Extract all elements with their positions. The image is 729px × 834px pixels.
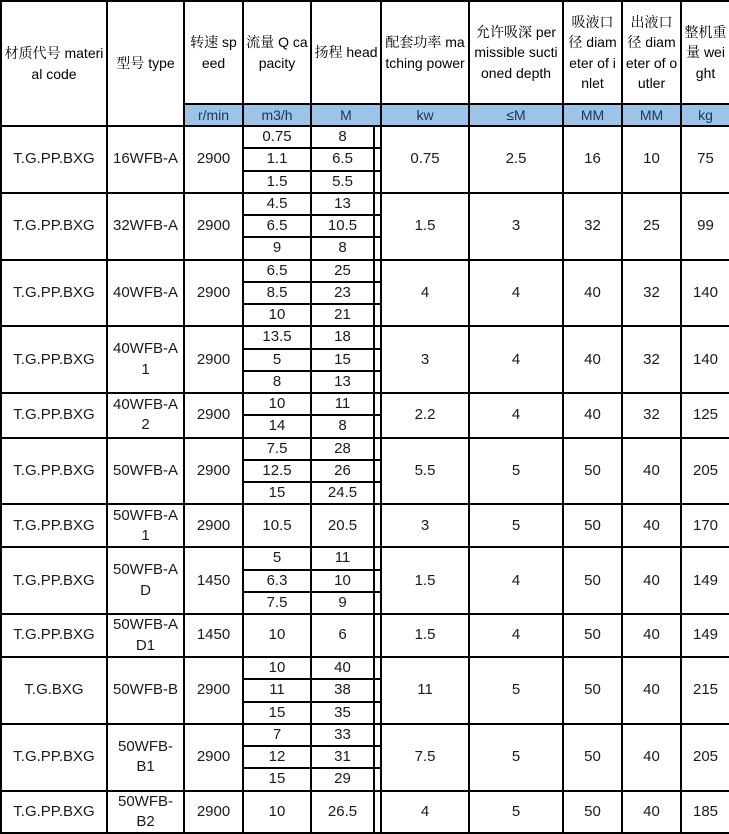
cell-type: 16WFB-A — [107, 126, 184, 193]
cell-suction-depth: 5 — [469, 504, 563, 547]
cell-capacity: 10 — [243, 393, 311, 415]
spacer-cell — [374, 215, 381, 237]
col-header-material-code: 材质代号 material code — [1, 1, 107, 126]
cell-inlet-diameter: 40 — [563, 393, 622, 438]
cell-head: 20.5 — [311, 504, 374, 547]
spacer-cell — [374, 260, 381, 282]
unit-depth: ≤M — [469, 104, 563, 126]
cell-type: 40WFB-A — [107, 260, 184, 327]
cell-weight: 149 — [681, 614, 729, 657]
cell-inlet-diameter: 50 — [563, 547, 622, 614]
cell-suction-depth: 4 — [469, 547, 563, 614]
cell-capacity: 5 — [243, 349, 311, 371]
cell-type: 32WFB-A — [107, 193, 184, 260]
cell-speed: 1450 — [184, 614, 243, 657]
cell-outlet-diameter: 40 — [622, 791, 681, 834]
cell-head: 10 — [311, 570, 374, 592]
cell-matching-power: 2.2 — [381, 393, 469, 438]
cell-type: 50WFB-B2 — [107, 791, 184, 834]
cell-inlet-diameter: 32 — [563, 193, 622, 260]
cell-weight: 149 — [681, 547, 729, 614]
spacer-cell — [374, 504, 381, 547]
spacer-cell — [374, 371, 381, 393]
spacer-cell — [374, 592, 381, 614]
cell-capacity: 8 — [243, 371, 311, 393]
cell-weight: 125 — [681, 393, 729, 438]
cell-material-code: T.G.PP.BXG — [1, 504, 107, 547]
spacer-cell — [374, 415, 381, 437]
cell-head: 11 — [311, 547, 374, 569]
cell-head: 24.5 — [311, 482, 374, 504]
unit-inlet: MM — [563, 104, 622, 126]
cell-weight: 170 — [681, 504, 729, 547]
cell-head: 6 — [311, 614, 374, 657]
cell-head: 38 — [311, 679, 374, 701]
cell-head: 26 — [311, 460, 374, 482]
spec-row-50wfb-a-d1 — [1, 614, 729, 657]
spec-row-40wfb-a-1 — [1, 326, 729, 348]
cell-speed: 2900 — [184, 791, 243, 834]
unit-power: kw — [381, 104, 469, 126]
col-header-matching-power: 配套功率 matching power — [381, 1, 469, 104]
cell-suction-depth: 4 — [469, 326, 563, 393]
cell-capacity: 1.5 — [243, 171, 311, 193]
cell-speed: 2900 — [184, 504, 243, 547]
cell-type: 50WFB-A — [107, 438, 184, 505]
cell-capacity: 6.5 — [243, 215, 311, 237]
cell-weight: 99 — [681, 193, 729, 260]
spec-row-50wfb-b2 — [1, 791, 729, 834]
cell-type: 40WFB-A 2 — [107, 393, 184, 438]
col-header-suction-depth: 允许吸深 permissible suctioned depth — [469, 1, 563, 104]
spacer-cell — [374, 393, 381, 415]
cell-speed: 2900 — [184, 326, 243, 393]
cell-speed: 2900 — [184, 126, 243, 193]
cell-capacity: 5 — [243, 547, 311, 569]
cell-inlet-diameter: 50 — [563, 504, 622, 547]
cell-head: 13 — [311, 371, 374, 393]
cell-speed: 2900 — [184, 438, 243, 505]
cell-head: 28 — [311, 438, 374, 460]
cell-weight: 140 — [681, 326, 729, 393]
spacer-cell — [374, 438, 381, 460]
spec-row-50wfb-a-d — [1, 547, 729, 569]
cell-head: 6.5 — [311, 148, 374, 170]
spacer-cell — [374, 148, 381, 170]
cell-speed: 2900 — [184, 657, 243, 724]
cell-suction-depth: 3 — [469, 193, 563, 260]
header-row — [1, 1, 729, 104]
cell-outlet-diameter: 32 — [622, 326, 681, 393]
spacer-cell — [374, 746, 381, 768]
cell-capacity: 12.5 — [243, 460, 311, 482]
cell-inlet-diameter: 50 — [563, 614, 622, 657]
cell-capacity: 4.5 — [243, 193, 311, 215]
spacer-cell — [374, 547, 381, 569]
cell-head: 13 — [311, 193, 374, 215]
cell-outlet-diameter: 40 — [622, 504, 681, 547]
cell-capacity: 14 — [243, 415, 311, 437]
cell-head: 10.5 — [311, 215, 374, 237]
spec-row-50wfb-b — [1, 657, 729, 679]
cell-capacity: 6.3 — [243, 570, 311, 592]
col-header-speed: 转速 speed — [184, 1, 243, 104]
cell-matching-power: 4 — [381, 260, 469, 327]
spacer-cell — [374, 657, 381, 679]
cell-inlet-diameter: 50 — [563, 657, 622, 724]
spec-row-50wfb-a — [1, 438, 729, 460]
cell-capacity: 9 — [243, 237, 311, 259]
cell-suction-depth: 4 — [469, 614, 563, 657]
col-header-weight: 整机重量 weight — [681, 1, 729, 104]
cell-suction-depth: 5 — [469, 438, 563, 505]
cell-capacity: 10.5 — [243, 504, 311, 547]
cell-outlet-diameter: 40 — [622, 438, 681, 505]
cell-suction-depth: 5 — [469, 791, 563, 834]
cell-outlet-diameter: 40 — [622, 614, 681, 657]
cell-outlet-diameter: 40 — [622, 657, 681, 724]
cell-capacity: 10 — [243, 657, 311, 679]
cell-suction-depth: 4 — [469, 393, 563, 438]
cell-suction-depth: 2.5 — [469, 126, 563, 193]
spacer-cell — [374, 614, 381, 657]
cell-capacity: 11 — [243, 679, 311, 701]
spacer-cell — [374, 702, 381, 724]
col-header-outlet-diameter: 出液口径 diameter of outler — [622, 1, 681, 104]
cell-head: 8 — [311, 415, 374, 437]
cell-head: 8 — [311, 237, 374, 259]
cell-capacity: 7.5 — [243, 438, 311, 460]
cell-capacity: 15 — [243, 702, 311, 724]
cell-material-code: T.G.PP.BXG — [1, 438, 107, 505]
cell-outlet-diameter: 40 — [622, 547, 681, 614]
col-header-capacity: 流量 Q capacity — [243, 1, 311, 104]
cell-material-code: T.G.PP.BXG — [1, 260, 107, 327]
cell-type: 50WFB-A 1 — [107, 504, 184, 547]
cell-capacity: 7.5 — [243, 592, 311, 614]
cell-type: 50WFB-A D1 — [107, 614, 184, 657]
cell-type: 50WFB-B — [107, 657, 184, 724]
cell-type: 50WFB-A D — [107, 547, 184, 614]
cell-inlet-diameter: 50 — [563, 438, 622, 505]
cell-head: 18 — [311, 326, 374, 348]
cell-inlet-diameter: 50 — [563, 724, 622, 791]
cell-head: 8 — [311, 126, 374, 148]
cell-matching-power: 5.5 — [381, 438, 469, 505]
cell-capacity: 15 — [243, 768, 311, 790]
spacer-cell — [374, 126, 381, 148]
cell-head: 26.5 — [311, 791, 374, 834]
cell-head: 40 — [311, 657, 374, 679]
cell-matching-power: 1.5 — [381, 614, 469, 657]
cell-material-code: T.G.PP.BXG — [1, 614, 107, 657]
cell-material-code: T.G.PP.BXG — [1, 126, 107, 193]
cell-material-code: T.G.BXG — [1, 657, 107, 724]
cell-outlet-diameter: 32 — [622, 393, 681, 438]
cell-inlet-diameter: 40 — [563, 260, 622, 327]
cell-capacity: 0.75 — [243, 126, 311, 148]
cell-speed: 1450 — [184, 547, 243, 614]
spacer-cell — [374, 791, 381, 834]
cell-matching-power: 0.75 — [381, 126, 469, 193]
cell-head: 31 — [311, 746, 374, 768]
cell-capacity: 12 — [243, 746, 311, 768]
spec-row-50wfb-b1 — [1, 724, 729, 746]
cell-speed: 2900 — [184, 260, 243, 327]
cell-capacity: 8.5 — [243, 282, 311, 304]
cell-head: 35 — [311, 702, 374, 724]
spacer-cell — [374, 237, 381, 259]
cell-matching-power: 4 — [381, 791, 469, 834]
col-header-inlet-diameter: 吸液口径 diameter of inlet — [563, 1, 622, 104]
cell-capacity: 15 — [243, 482, 311, 504]
cell-suction-depth: 5 — [469, 657, 563, 724]
cell-material-code: T.G.PP.BXG — [1, 547, 107, 614]
cell-weight: 185 — [681, 791, 729, 834]
cell-speed: 2900 — [184, 724, 243, 791]
spacer-cell — [374, 482, 381, 504]
cell-head: 33 — [311, 724, 374, 746]
cell-capacity: 7 — [243, 724, 311, 746]
unit-head: M — [311, 104, 381, 126]
col-header-type: 型号 type — [107, 1, 184, 126]
cell-weight: 75 — [681, 126, 729, 193]
spec-row-40wfb-a-2 — [1, 393, 729, 415]
cell-material-code: T.G.PP.BXG — [1, 791, 107, 834]
col-header-head: 扬程 head — [311, 1, 381, 104]
cell-capacity: 13.5 — [243, 326, 311, 348]
cell-outlet-diameter: 40 — [622, 724, 681, 791]
cell-head: 25 — [311, 260, 374, 282]
cell-capacity: 6.5 — [243, 260, 311, 282]
cell-inlet-diameter: 50 — [563, 791, 622, 834]
unit-capacity: m3/h — [243, 104, 311, 126]
cell-inlet-diameter: 16 — [563, 126, 622, 193]
cell-material-code: T.G.PP.BXG — [1, 326, 107, 393]
cell-capacity: 10 — [243, 614, 311, 657]
cell-suction-depth: 4 — [469, 260, 563, 327]
cell-speed: 2900 — [184, 393, 243, 438]
cell-matching-power: 11 — [381, 657, 469, 724]
spacer-cell — [374, 724, 381, 746]
spacer-cell — [374, 768, 381, 790]
cell-capacity: 10 — [243, 791, 311, 834]
cell-weight: 215 — [681, 657, 729, 724]
spacer-cell — [374, 171, 381, 193]
cell-matching-power: 1.5 — [381, 193, 469, 260]
cell-weight: 205 — [681, 724, 729, 791]
cell-capacity: 1.1 — [243, 148, 311, 170]
unit-weight: kg — [681, 104, 729, 126]
cell-material-code: T.G.PP.BXG — [1, 724, 107, 791]
cell-head: 5.5 — [311, 171, 374, 193]
cell-matching-power: 3 — [381, 326, 469, 393]
cell-matching-power: 3 — [381, 504, 469, 547]
cell-matching-power: 1.5 — [381, 547, 469, 614]
unit-speed: r/min — [184, 104, 243, 126]
spacer-cell — [374, 304, 381, 326]
cell-type: 50WFB-B1 — [107, 724, 184, 791]
cell-outlet-diameter: 32 — [622, 260, 681, 327]
cell-material-code: T.G.PP.BXG — [1, 193, 107, 260]
cell-weight: 140 — [681, 260, 729, 327]
cell-weight: 205 — [681, 438, 729, 505]
spacer-cell — [374, 460, 381, 482]
spec-row-16wfb-a — [1, 126, 729, 148]
cell-speed: 2900 — [184, 193, 243, 260]
spacer-cell — [374, 326, 381, 348]
cell-inlet-diameter: 40 — [563, 326, 622, 393]
cell-head: 21 — [311, 304, 374, 326]
cell-type: 40WFB-A 1 — [107, 326, 184, 393]
spacer-cell — [374, 193, 381, 215]
cell-matching-power: 7.5 — [381, 724, 469, 791]
spec-row-50wfb-a-1 — [1, 504, 729, 547]
cell-head: 9 — [311, 592, 374, 614]
cell-head: 29 — [311, 768, 374, 790]
table-body — [1, 126, 729, 833]
spacer-cell — [374, 679, 381, 701]
cell-material-code: T.G.PP.BXG — [1, 393, 107, 438]
spacer-cell — [374, 282, 381, 304]
cell-head: 23 — [311, 282, 374, 304]
cell-outlet-diameter: 10 — [622, 126, 681, 193]
cell-head: 11 — [311, 393, 374, 415]
cell-capacity: 10 — [243, 304, 311, 326]
cell-outlet-diameter: 25 — [622, 193, 681, 260]
spacer-cell — [374, 349, 381, 371]
unit-outlet: MM — [622, 104, 681, 126]
cell-suction-depth: 5 — [469, 724, 563, 791]
cell-head: 15 — [311, 349, 374, 371]
spec-row-32wfb-a — [1, 193, 729, 215]
spec-row-40wfb-a — [1, 260, 729, 282]
spacer-cell — [374, 570, 381, 592]
